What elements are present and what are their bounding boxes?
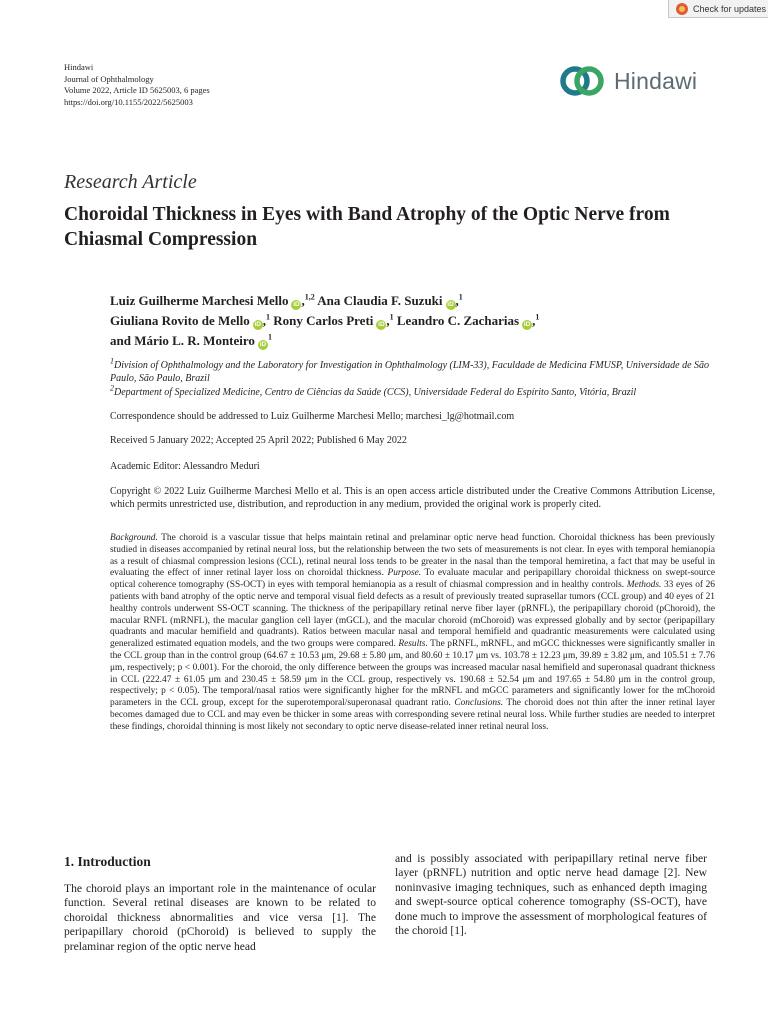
abstract-background: The choroid is a vascular tissue that helps maintain retinal and prelaminar optic nerve head function. Choroidal thickness has been previously studied in diseases accompanied by retinal neural loss, but the relationship between the two sets of measurements is not clear. In eyes with temporal hemianopia as a result of chiasmal compression lesions (CCL), retinal neural loss tends to be greater in the nasal than the temporal hemiretina, a fact that may be useful in evaluating the effect of inner retinal layer loss on choroidal thickness.: [110, 533, 715, 579]
doi-link[interactable]: https://doi.org/10.1155/2022/5625003: [64, 96, 193, 107]
correspondence: Correspondence should be addressed to Luiz Guilherme Marchesi Mello; marchesi_lg@hotmail.com: [110, 411, 515, 422]
abstract-label-background: Background.: [110, 533, 158, 543]
crossmark-icon: [676, 3, 688, 15]
volume-info: Volume 2022, Article ID 5625003, 6 pages: [64, 85, 210, 95]
article-title: Choroidal Thickness in Eyes with Band Atrophy of the Optic Nerve from Chiasmal Compression: [64, 204, 670, 250]
abstract-label-methods: Methods.: [626, 580, 662, 591]
orcid-icon[interactable]: iD: [259, 341, 267, 348]
publisher-name: Hindawi: [64, 62, 94, 72]
orcid-icon[interactable]: iD: [254, 321, 261, 328]
orcid-icon[interactable]: iD: [293, 301, 300, 308]
academic-editor: Academic Editor: Alessandro Meduri: [110, 461, 260, 472]
journal-meta: [64, 62, 210, 108]
author-line-1: Luiz Guilherme Marchesi Mello iD ,$^{1,2}$ Ana Claudia F. Suzuki iD ,$^1$: [110, 292, 463, 308]
author-affiliation-marker: 1: [458, 292, 463, 302]
abstract-label-purpose: Purpose.: [387, 568, 422, 579]
author-name[interactable]: Leandro C. Zacharias: [396, 313, 520, 328]
copyright-notice: Copyright © 2022 Luiz Guilherme Marchesi Mello et al. This is an open access article distributed under the Creative Commons Attribution License, which permits unrestricted use, distribution, and reproduction in any medium, provided the original work is properly cited.: [110, 486, 715, 510]
author-affiliation-marker: 1,2: [304, 292, 315, 302]
author-name[interactable]: Luiz Guilherme Marchesi Mello: [110, 293, 289, 308]
author-affiliation-marker: 1: [266, 312, 270, 322]
check-for-updates-button[interactable]: [668, 0, 768, 18]
abstract-purpose: To evaluate macular and peripapillary choroidal thickness on swept-source optical coherence tomography (SS-OCT) in eyes with temporal hemianopia as a result of chiasmal compression and in healthy controls.: [110, 568, 715, 591]
abstract-conclusions: The choroid does not thin after the inner retinal layer becomes damaged due to CCL and may even be thicker in some areas with corresponding severe retinal neural loss. While further studies are needed to interpret these findings, choroidal thinning is most likely not secondary to optic nerve disease-related inner retinal neural loss.: [110, 698, 715, 732]
author-affiliation-marker: 1: [267, 332, 272, 342]
abstract-label-results: Results.: [398, 639, 428, 650]
affiliation-number: 1: [110, 356, 114, 366]
author-affiliation-marker: 1: [389, 312, 394, 322]
author-line-2: Giuliana Rovito de Mello iD ,$^1$ Rony Carlos Preti iD ,$^1$ Leandro C. Zacharias iD ,$^1$: [110, 312, 540, 328]
author-affiliation-marker: 1: [535, 312, 540, 322]
orcid-icon[interactable]: iD: [378, 321, 385, 328]
author-name[interactable]: Giuliana Rovito de Mello: [110, 313, 250, 328]
author-name[interactable]: Rony Carlos Preti: [273, 313, 374, 328]
author-name[interactable]: Mário L. R. Monteiro: [134, 333, 255, 348]
logo-wordmark: Hindawi: [614, 67, 698, 94]
section-heading: 1. Introduction: [64, 854, 151, 869]
journal-name: Journal of Ophthalmology: [64, 73, 154, 84]
article-type: Research Article: [64, 171, 197, 193]
affiliation-2: [110, 383, 710, 400]
affiliation-text: Department of Specialized Medicine, Centro de Ciências da Saúde (CCS), Universidade Federal do Espírito Santo, Vitória, Brazil: [114, 387, 637, 398]
author-line-3: [110, 331, 720, 351]
intro-right-column: and is possibly associated with peripapillary retinal nerve fiber layer (pRNFL) nutrition and optic nerve head damage [2]. New noninvasive imaging techniques, such as enhanced depth imaging and swept-source optical coherence tomography (SS-OCT), have done much to improve the assessment of morphological features of the choroid [1].: [395, 852, 707, 938]
intro-left-column: The choroid plays an important role in the maintenance of ocular function. Several retinal diseases are known to be related to choroidal thickness abnormalities and vice versa [1]. The peripapillary choroid (pChoroid) is believed to supply the prelaminar region of the optic nerve head: [64, 882, 376, 953]
abstract: [110, 533, 715, 734]
affiliation-number: 2: [110, 383, 114, 393]
publication-dates: Received 5 January 2022; Accepted 25 April 2022; Published 6 May 2022: [110, 435, 407, 446]
hindawi-logo-icon: [558, 63, 606, 99]
author-name[interactable]: Ana Claudia F. Suzuki: [317, 293, 443, 308]
abstract-results: The pRNFL, mRNFL, and mGCC thicknesses were significantly smaller in the CCL group than in the control group (64.67 ± 10.53 μm, 29.68 ± 5.80 μm, and 80.60 ± 10.17 μm vs. 103.78 ± 12.23 μm, 39.89 ± 3.82 μm, and 105.51 ± 7.76 μm, respectively; p < 0.001). For the choroid, the only difference between the groups was increased macular nasal hemifield and superonasal quadrant thickness in CCL (222.47 ± 61.05 μm and 230.45 ± 58.59 μm in the CCL group, respectively vs. 190.68 ± 52.54 μm and 197.65 ± 54.80 μm in the control group, respectively; p < 0.05). The temporal/nasal ratios were significantly higher for the mRNFL and mGCC parameters and significantly lower for the mChoroid parameters in the CCL group, except for the superotemporal/superonasal quadrant ratio.: [110, 639, 715, 709]
hindawi-logo: [558, 63, 708, 99]
orcid-icon[interactable]: iD: [447, 301, 454, 308]
abstract-label-conclusions: Conclusions.: [454, 698, 504, 709]
author-list: [110, 291, 720, 351]
affiliation-1: [110, 356, 710, 385]
and-word: and: [110, 333, 131, 348]
orcid-icon[interactable]: iD: [523, 321, 531, 328]
affiliation-text: Division of Ophthalmology and the Laboratory for Investigation in Ophthalmology (LIM-33), Faculdade de Medicina FMUSP, Universidade de São Paulo, São Paulo, Brazil: [110, 360, 710, 384]
abstract-methods: 33 eyes of 26 patients with band atrophy of the optic nerve and temporal visual field defects as a result of previously treated suprasellar tumors (CCL group) and 40 eyes of 21 healthy controls underwent SS-OCT scanning. The thickness of the peripapillary retinal nerve fiber layer (pRNFL), the peripapillary choroid (pChoroid), the macular RNFL (mRNFL), the macular ganglion cell layer (mGCL), and the macular choroid (mChoroid) was expressed globally and by sector (peripapillary quadrants and macular hemifield and quadrants). Ratios between macular nasal and temporal hemifield and quadrantic measurements were calculated using generalized estimated equation models, and the two groups were compared.: [110, 580, 715, 650]
check-for-updates-label: Check for updates: [693, 3, 767, 14]
